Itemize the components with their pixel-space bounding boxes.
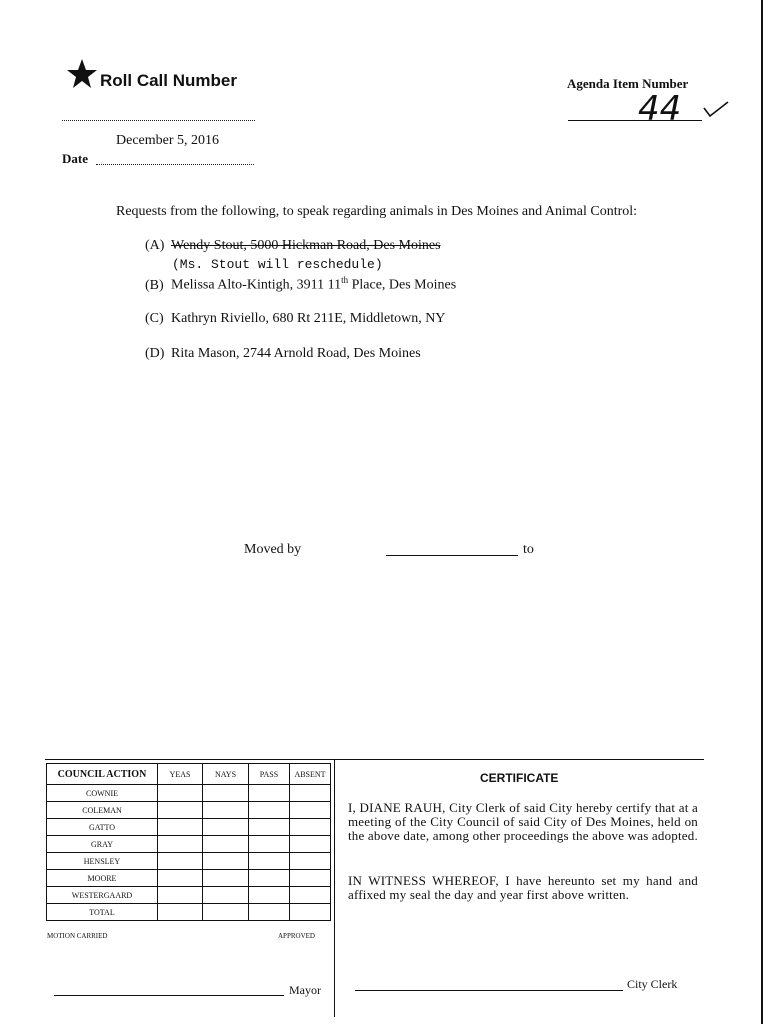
- star-icon: [66, 58, 98, 90]
- header-pass: PASS: [249, 764, 290, 785]
- table-row: [47, 802, 331, 819]
- reschedule-note: (Ms. Stout will reschedule): [172, 257, 383, 272]
- roll-call-title: Roll Call Number: [100, 71, 237, 90]
- item-letter: (B): [145, 277, 164, 293]
- footer-top-rule: [45, 759, 704, 760]
- table-row: [47, 887, 331, 904]
- svg-text:44: 44: [638, 89, 682, 129]
- speaker-item-d: [145, 346, 421, 362]
- speaker-item-c: [145, 311, 445, 327]
- intro-text: Requests from the following, to speak regarding animals in Des Moines and Animal Control:: [116, 204, 638, 219]
- item-letter: (C): [145, 311, 164, 326]
- speaker-item-a: [145, 238, 441, 254]
- footer-divider: [334, 759, 335, 1017]
- agenda-number-handwritten: [634, 86, 730, 130]
- item-text: Melissa Alto-Kintigh, 3911 11: [171, 277, 342, 293]
- table-row: [47, 819, 331, 836]
- moved-to-label: to: [523, 542, 534, 557]
- member-name: COWNIE: [47, 785, 158, 802]
- item-letter: (A): [145, 238, 165, 253]
- date-label: Date: [62, 151, 88, 166]
- member-name: GRAY: [47, 836, 158, 853]
- table-row: [47, 785, 331, 802]
- member-name: COLEMAN: [47, 802, 158, 819]
- member-name: HENSLEY: [47, 853, 158, 870]
- item-letter: (D): [145, 346, 165, 361]
- item-text: Rita Mason, 2744 Arnold Road, Des Moines: [171, 346, 421, 361]
- city-clerk-label: City Clerk: [627, 977, 678, 991]
- member-name: GATTO: [47, 819, 158, 836]
- table-header-row: [47, 764, 331, 785]
- member-name: TOTAL: [47, 904, 158, 921]
- member-name: WESTERGAARD: [47, 887, 158, 904]
- item-sup: th: [341, 275, 349, 285]
- member-name: MOORE: [47, 870, 158, 887]
- header-nays: NAYS: [203, 764, 249, 785]
- clerk-signature-line: [355, 990, 623, 991]
- table-row: [47, 836, 331, 853]
- moved-by-line: [386, 555, 518, 556]
- table-row: [47, 904, 331, 921]
- mayor-signature-line: [54, 995, 284, 996]
- header-council-action: COUNCIL ACTION: [47, 764, 158, 785]
- item-text-after: Place, Des Moines: [348, 277, 457, 293]
- mayor-label: Mayor: [289, 983, 321, 997]
- table-row: [47, 853, 331, 870]
- right-margin-rule: [761, 0, 763, 1024]
- item-text: Kathryn Riviello, 680 Rt 211E, Middletown, NY: [171, 311, 446, 326]
- moved-by-label: Moved by: [244, 542, 302, 557]
- certificate-paragraph-1: I, DIANE RAUH, City Clerk of said City hereby certify that at a meeting of the City Council of said City of Des Moines, held on the above date, among other proceedings the above was adopted.: [348, 800, 698, 843]
- speaker-item-b: [145, 275, 456, 294]
- certificate-title: CERTIFICATE: [480, 771, 559, 785]
- header-yeas: YEAS: [158, 764, 203, 785]
- table-row: [47, 870, 331, 887]
- roll-call-line: [62, 120, 255, 121]
- date-value: December 5, 2016: [116, 133, 220, 148]
- header-absent: ABSENT: [290, 764, 331, 785]
- item-text: Wendy Stout, 5000 Hickman Road, Des Moines: [171, 238, 441, 253]
- date-line: [96, 164, 254, 165]
- council-action-table: [46, 763, 331, 921]
- certificate-paragraph-2: IN WITNESS WHEREOF, I have hereunto set my hand and affixed my seal the day and year first above written.: [348, 873, 698, 902]
- approved-label: APPROVED: [278, 932, 315, 940]
- agenda-item-label: Agenda Item Number: [567, 76, 689, 91]
- motion-carried-label: MOTION CARRIED: [47, 932, 108, 940]
